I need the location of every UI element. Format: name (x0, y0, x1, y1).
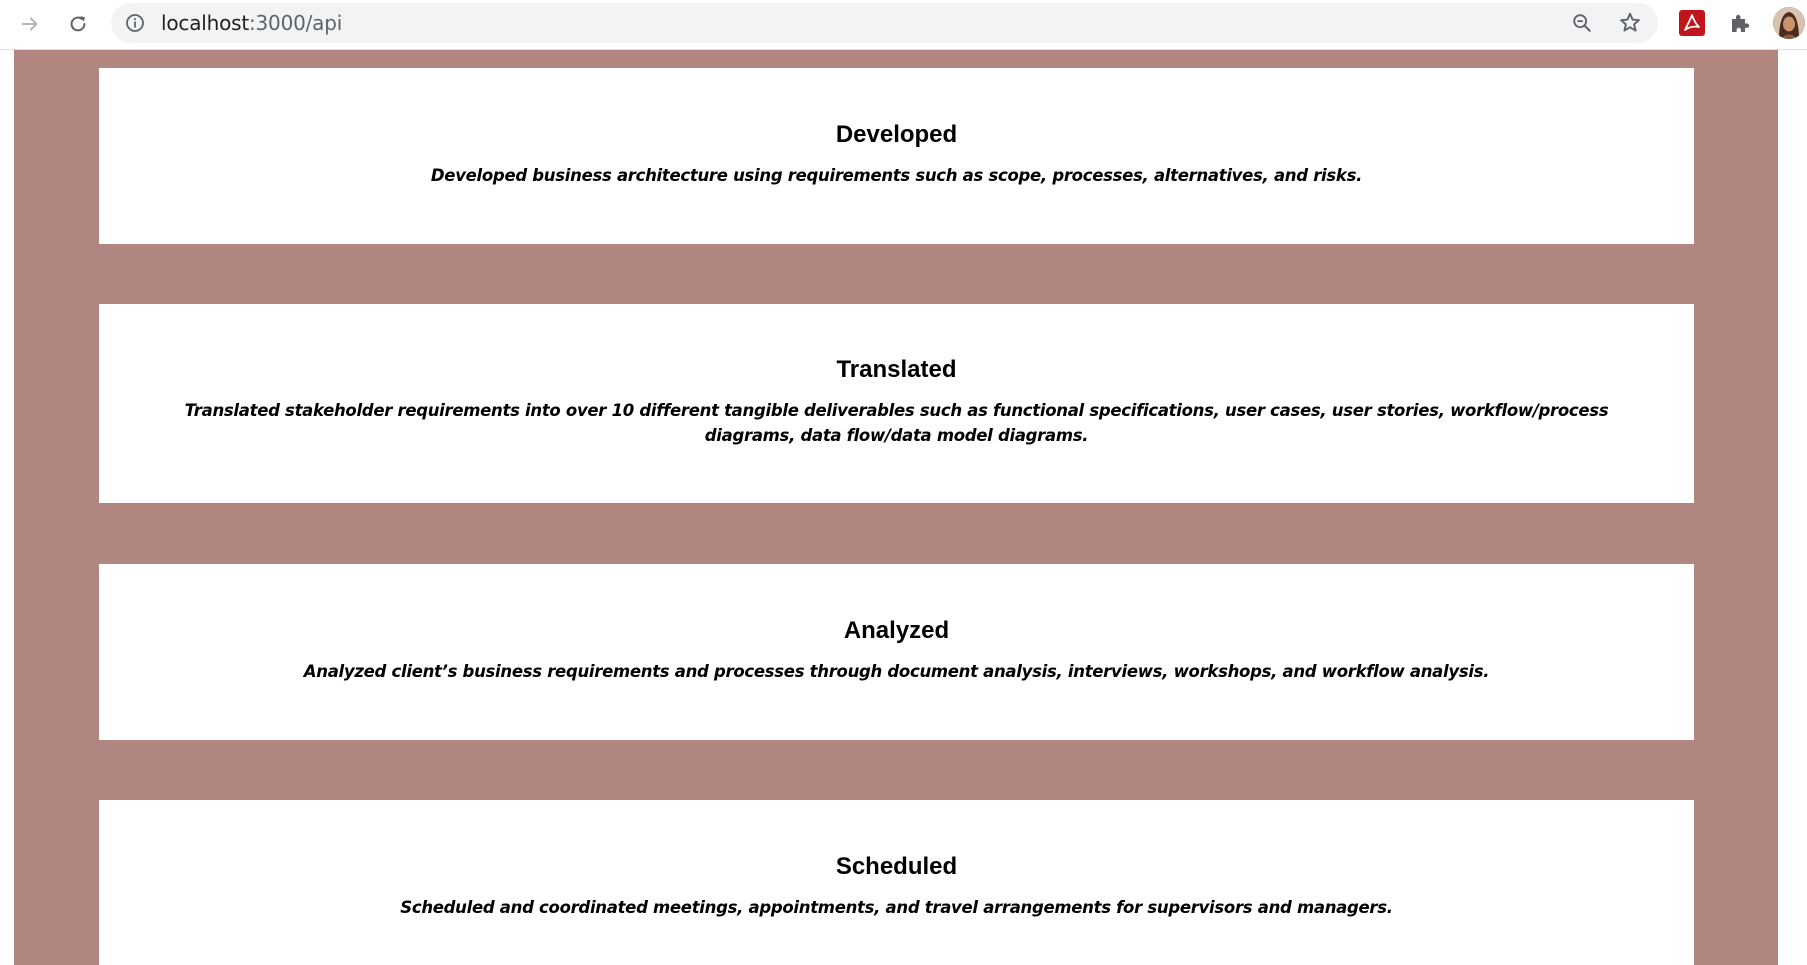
acrobat-icon (1679, 10, 1705, 36)
zoom-out-icon (1571, 12, 1593, 34)
experience-card (99, 304, 1694, 503)
card-title: Developed (835, 121, 958, 148)
card-description: Developed business architecture using requirements such as scope, processes, alternatives, and risks. (430, 166, 1363, 185)
card-description: Analyzed client’s business requirements and processes through document analysis, interviews, workshops, and workflow analysis. (303, 662, 1490, 681)
experience-card (99, 800, 1694, 965)
bookmark-button[interactable] (1618, 11, 1642, 35)
forward-arrow-icon (19, 13, 41, 35)
url-path: :3000/api (248, 11, 343, 35)
profile-photo (1773, 7, 1805, 39)
card-title: Analyzed (843, 617, 950, 644)
page-viewport[interactable] (0, 50, 1807, 965)
puzzle-icon (1728, 11, 1752, 35)
avatar[interactable] (1773, 7, 1805, 39)
extensions-button[interactable] (1726, 9, 1754, 37)
reload-icon (67, 13, 89, 35)
address-bar[interactable] (111, 3, 1658, 43)
url-host: localhost (161, 11, 249, 35)
card-title: Translated (836, 356, 957, 383)
url-text[interactable] (161, 3, 342, 43)
browser-toolbar (0, 0, 1807, 50)
zoom-button[interactable] (1570, 11, 1594, 35)
experience-card (99, 564, 1694, 740)
star-icon (1618, 11, 1642, 35)
card-description: Scheduled and coordinated meetings, appointments, and travel arrangements for supervisors and managers. (400, 898, 1393, 917)
experience-card (99, 68, 1694, 244)
card-title: Scheduled (835, 853, 958, 880)
info-icon[interactable] (125, 13, 145, 33)
acrobat-extension[interactable] (1678, 9, 1706, 37)
reload-button[interactable] (62, 8, 94, 40)
card-description: Translated stakeholder requirements into over 10 different tangible deliverables such as functional specifications, user cases, user stories, workflow/process diagrams, data flow/data model diagrams. (184, 401, 1609, 445)
forward-button[interactable] (14, 8, 46, 40)
